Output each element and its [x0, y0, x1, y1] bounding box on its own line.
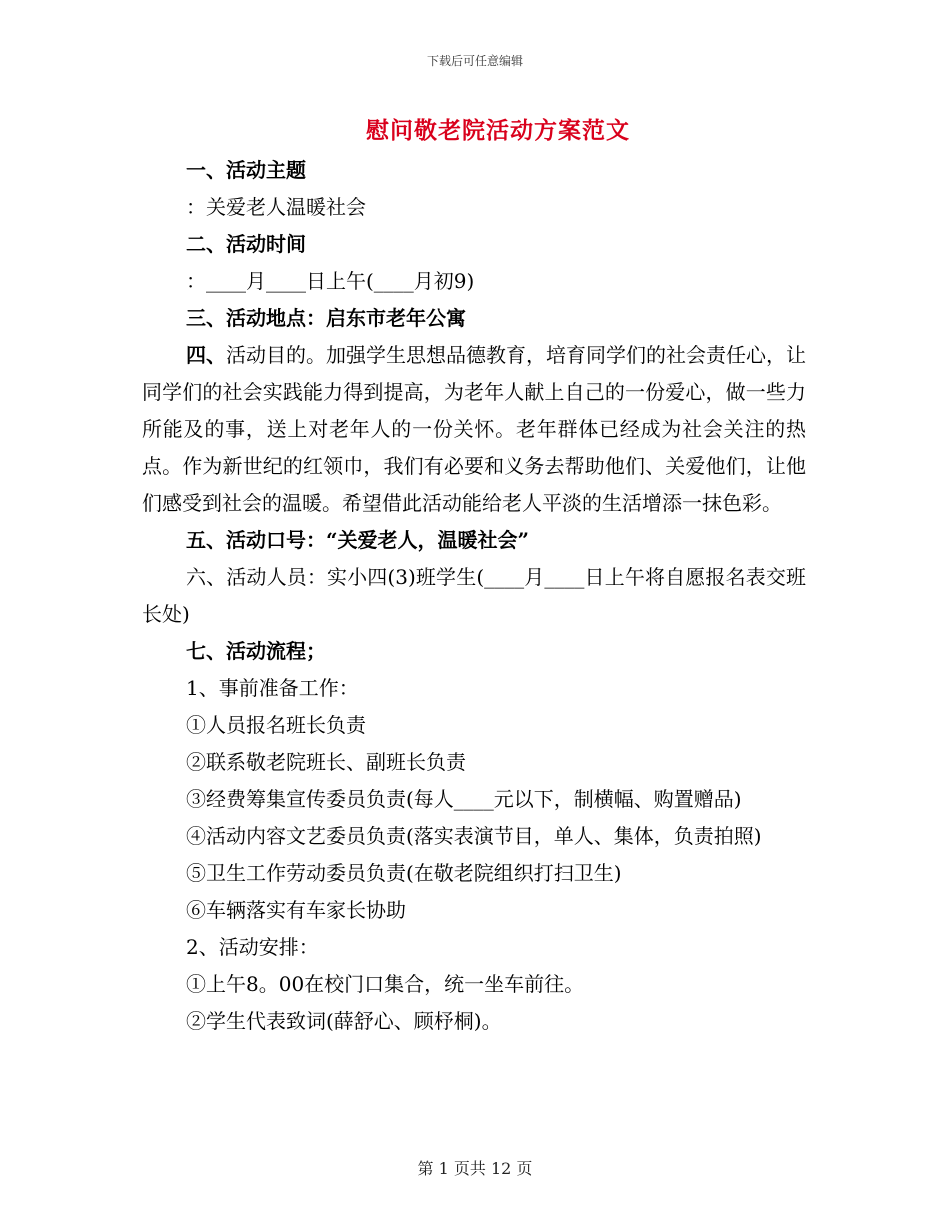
section-place-heading: 三、活动地点：启东市老年公寓 [186, 306, 466, 330]
section-slogan-heading: 五、活动口号：“关爱老人，温暖社会” [186, 528, 530, 552]
prep-item: ②联系敬老院班长、副班长负责 [186, 750, 466, 774]
prep-item: ⑤卫生工作劳动委员负责(在敬老院组织打扫卫生) [186, 861, 622, 885]
header-note: 下载后可任意编辑 [426, 54, 523, 68]
section-purpose-label: 四、 [186, 343, 226, 367]
section-purpose-text: 活动目的。加强学生思想品德教育，培育同学们的社会责任心，让同学们的社会实践能力得到提高，为老年人献上自己的一份爱心，做一些力所能及的事，送上对老年人的一份关怀。老年群体已经成为社会关注的热点。作为新世纪的红领巾，我们有必要和义务去帮助他们、关爱他们，让他们感受到社会的温暖。希望借此活动能给老人平淡的生活增添一抹色彩。 [142, 343, 806, 515]
arrange-item: ①上午8。00在校门口集合，统一坐车前往。 [186, 972, 585, 996]
prep-item: ⑥车辆落实有车家长协助 [186, 898, 406, 922]
prep-item: ③经费筹集宣传委员负责(每人____元以下，制横幅、购置赠品) [186, 787, 742, 811]
section-purpose-paragraph [142, 337, 806, 522]
section-process-heading: 七、活动流程； [186, 639, 326, 663]
section-people-text: 六、活动人员：实小四(3)班学生(____月____日上午将自愿报名表交班长处) [142, 565, 806, 626]
section-theme-text: ：关爱老人温暖社会 [186, 195, 366, 219]
arrange-heading: 2、活动安排： [186, 935, 319, 959]
section-time-text: ：____月____日上午(____月初9) [186, 269, 475, 293]
section-time-heading: 二、活动时间 [186, 232, 306, 256]
prep-heading: 1、事前准备工作： [186, 676, 359, 700]
page-footer: 第 1 页共 12 页 [417, 1159, 533, 1178]
prep-item: ④活动内容文艺委员负责(落实表演节目，单人、集体，负责拍照) [186, 824, 762, 848]
prep-item: ①人员报名班长负责 [186, 713, 366, 737]
document-body [142, 152, 806, 1040]
document-title: 慰问敬老院活动方案范文 [366, 117, 630, 144]
arrange-item: ②学生代表致词(薛舒心、顾杼桐)。 [186, 1009, 502, 1033]
section-theme-heading: 一、活动主题 [186, 158, 306, 182]
